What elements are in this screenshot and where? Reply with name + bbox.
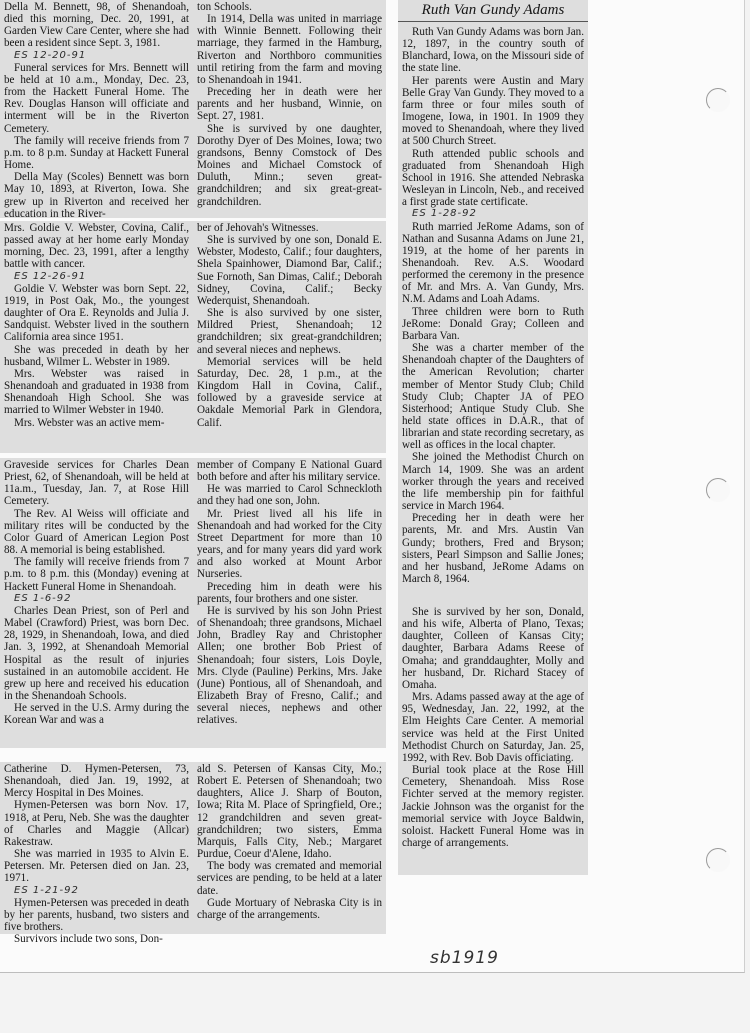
paragraph: He was married to Carol Schneckloth and they had one son, John. — [197, 483, 382, 508]
paragraph: Preceding him in death were his parents, four brothers and one sister. — [197, 580, 382, 605]
paragraph: Three children were born to Ruth JeRome: Donald Gray; Colleen and Barbara Van. — [402, 305, 584, 342]
paragraph: Ruth married JeRome Adams, son of Nathan and Susanna Adams on June 21, 1919, at the home of her parents in Shenandoah. Rev. A.S. Woodard performed the ceremony in the presence of Mr. and Mrs. A. Van Gundy, Mrs. N.M. Adams and Loah Adams. — [402, 220, 584, 306]
binder-hole — [706, 848, 730, 872]
paragraph: The family will receive friends from 7 p.m. to 8 p.m. Sunday at Hackett Funeral Home. — [4, 134, 189, 172]
paragraph: Preceding her in death were her parents and her husband, Winnie, on Sept. 27, 1981. — [197, 86, 382, 123]
paragraph: Her parents were Austin and Mary Belle Gray Van Gundy. They moved to a farm three or four miles south of Imogene, Iowa, in 1901. In 1909 they moved to Shenandoah, where they lived at 500 Church Street. — [402, 74, 584, 148]
obituary-headline: Ruth Van Gundy Adams — [398, 1, 588, 22]
clipping-priest-column-right — [197, 459, 382, 747]
handwritten-date-note: ES 1-28-92 — [412, 208, 477, 220]
paragraph: Della M. Bennett, 98, of Shenandoah, died this morning, Dec. 20, 1991, at Garden View Care Center, where she had been a resident since Sept. 3, 1981. — [4, 1, 189, 50]
paragraph: Funeral services for Mrs. Bennett will be held at 10 a.m., Monday, Dec. 23, from the Hackett Funeral Home. The Rev. Douglas Hanson will officiate and interment will be in the Riverton Cemetery. — [4, 61, 189, 135]
paragraph: Gude Mortuary of Nebraska City is in charge of the arrangements. — [197, 896, 382, 921]
clipping-hymen-petersen — [0, 762, 386, 946]
clipping-hymen-petersen-column-left — [4, 763, 189, 946]
paragraph: Mrs. Webster was raised in Shenandoah and graduated in 1938 from Shenandoah High School. She was married to Wilmer Webster in 1940. — [4, 367, 189, 417]
paragraph: Della May (Scoles) Bennett was born May 10, 1893, at Riverton, Iowa. She grew up in Riverton and received her education in the River- — [4, 171, 189, 220]
paragraph: Charles Dean Priest, son of Perl and Mabel (Crawford) Priest, was born Dec. 28, 1929, in Shenandoah, Iowa, and died Jan. 3, 1992, at Shenandoah Memorial Hospital as the result of injuries sustained in an automobile accident. He grew up here and received his education in the Shenandoah Schools. — [4, 604, 189, 702]
paragraph: She was married in 1935 to Alvin E. Petersen. Mr. Petersen died on Jan. 23, 1971. — [4, 848, 189, 885]
paragraph: She was preceded in death by her husband, Wilmer L. Webster in 1989. — [4, 343, 189, 368]
paragraph: Mr. Priest lived all his life in Shenandoah and had worked for the City Street Department for more than 10 years, and for many years did yard work and also worked at Mount Arbor Nurseries. — [197, 507, 382, 581]
paragraph: Burial took place at the Rose Hill Cemetery, Shenandoah. Miss Rose Fichter served at the memory register. Jackie Johnson was the organist for the memorial service with Joyce Baldwin, soloist. Hackett Funeral Home was in charge of arrangements. — [402, 764, 584, 849]
paragraph: He is survived by his son John Priest of Shenandoah; three grandsons, Michael John, Bradley Ray and Christopher Allen; one brother Bob Priest of Shenandoah; four sisters, Lois Doyle, Mrs. Clyde (Pauline) Perkins, Mrs. Jake (June) Pontious, all of Shenandoah, and Elizabeth Bray of Fresno, Calif.; and several nieces, nephews and other relatives. — [197, 604, 382, 727]
paragraph: ald S. Petersen of Kansas City, Mo.; Robert E. Petersen of Shenandoah; two daughters, Alice J. Sharp of Bouton, Iowa; Rita M. Place of Springfield, Ore.; 12 grandchildren and seven great-grandchildren; two sisters, Emma Marquis, Falls City, Neb.; Margaret Purdue, Coeur d'Alene, Idaho. — [197, 763, 382, 861]
clipping-adams-continued — [398, 605, 588, 875]
clipping-bennett-column-left — [4, 1, 189, 220]
paragraph: She is survived by one daughter, Dorothy Dyer of Des Moines, Iowa; two grandsons, Benny Comstock of Des Moines and Michael Comstock of Duluth, Minn.; seven great-grandchildren; and six great-great-grandchildren. — [197, 122, 382, 208]
paragraph: ber of Jehovah's Witnesses. — [197, 222, 319, 234]
clipping-webster-column-left — [4, 222, 189, 452]
paragraph: The body was cremated and memorial services are pending, to be held at a later date. — [197, 860, 382, 897]
handwritten-date-note: ES 1-21-92 — [14, 884, 79, 896]
paragraph: In 1914, Della was united in marriage with Winnie Bennett. Following their marriage, they farmed in the Hamburg, Riverton and Northboro communities until retiring from the farm and moving to Shenandoah in 1941. — [197, 13, 382, 86]
paragraph: member of Company E National Guard both before and after his military service. — [197, 459, 382, 484]
clipping-adams — [398, 0, 588, 605]
paragraph: The family will receive friends from 7 p.m. to 8 p.m. this (Monday) evening at Hackett Funeral Home in Shenandoah. — [4, 556, 189, 593]
clipping-webster-column-right — [197, 222, 382, 452]
handwritten-date-note: ES 12-26-91 — [14, 270, 87, 282]
clipping-hymen-petersen-column-right — [197, 763, 382, 933]
paragraph: Ruth Van Gundy Adams was born Jan. 12, 1897, in the country south of Blanchard, Iowa, on the Missouri side of the state line. — [402, 26, 584, 75]
binder-hole — [706, 478, 730, 502]
paragraph: She is also survived by one sister, Mildred Priest, Shenandoah; 12 grandchildren; six great-grandchildren; and several nieces and nephews. — [197, 307, 382, 356]
paragraph: She is survived by her son, Donald, and his wife, Alberta of Plano, Texas; daughter, Colleen of Kansas City; daughter, Barbara Adams Reese of Omaha; and granddaughter, Molly and her husband, Dr. Richard Stacey of Omaha. — [402, 606, 584, 691]
paragraph: ton Schools. — [197, 1, 252, 13]
paragraph: Ruth attended public schools and graduated from Shenandoah High School in 1916. She attended Nebraska Wesleyan in Lincoln, Neb., and received a first grade state certificate. — [402, 147, 584, 209]
paragraph: She is survived by one son, Donald E. Webster, Modesto, Calif.; four daughters, Shela Spainhower, Diamond Bar, Calif.; Sue Fornoth, San Dimas, Calif.; Deborah Sidney, Covina, Calif.; Becky Wederquist, Shenandoah. — [197, 234, 382, 307]
handwritten-date-note: ES 1-6-92 — [14, 592, 72, 604]
clipping-bennett-column-right — [197, 1, 382, 217]
handwritten-date-note: ES 12-20-91 — [14, 49, 87, 61]
paragraph: She was a charter member of the Shenandoah chapter of the Daughters of the American Revolution; charter member of Mentor Study Club; Child Study Club; Chapter JA of PEO Sisterhood; Antique Study Club. She held state offices in D.A.R., that of librarian and state recording secretary, as well as offices in the local chapter. — [402, 342, 584, 452]
paragraph: Memorial services will be held Saturday, Dec. 28, 1 p.m., at the Kingdom Hall in Covina, Calif., followed by a graveside service at Oakdale Memorial Park in Glendora, Calif. — [197, 355, 382, 429]
clipping-webster — [0, 221, 386, 453]
paragraph: Survivors include two sons, Don- — [14, 933, 163, 946]
paragraph: Hymen-Petersen was preceded in death by her parents, husband, two sisters and five brothers. — [4, 896, 189, 934]
clipping-priest-column-left — [4, 459, 189, 747]
paragraph: Hymen-Petersen was born Nov. 17, 1918, at Peru, Neb. She was the daughter of Charles and Maggie (Allcar) Rakestraw. — [4, 799, 189, 848]
paragraph: Mrs. Adams passed away at the age of 95, Wednesday, Jan. 22, 1992, at the Elm Heights Care Center. A memorial service was held at the First United Methodist Church on Saturday, Jan. 25, 1992, with Rev. Bob Davis officiating. — [402, 691, 584, 764]
paragraph: Mrs. Webster was an active mem- — [14, 416, 165, 429]
catalog-number: sb1919 — [430, 948, 499, 968]
clipping-bennett — [0, 0, 386, 218]
binder-hole — [706, 88, 730, 112]
paragraph: Preceding her in death were her parents, Mr. and Mrs. Austin Van Gundy; brothers, Fred and Bryson; sisters, Pearl Simpson and Sallie Jones; and her husband, JeRome Adams on March 8, 1964. — [402, 512, 584, 586]
paragraph: Graveside services for Charles Dean Priest, 62, of Shenandoah, will be held at 11a.m., Tuesday, Jan. 7, at Rose Hill Cemetery. — [4, 459, 189, 508]
paragraph: She joined the Methodist Church on March 14, 1909. She was an ardent worker through the years and received the life membership pin for faithful service in March 1964. — [402, 451, 584, 513]
paragraph: The Rev. Al Weiss will officiate and military rites will be conducted by the Color Guard of American Legion Post 88. A memorial is being established. — [4, 507, 189, 557]
paragraph: Mrs. Goldie V. Webster, Covina, Calif., passed away at her home early Monday morning, Dec. 23, 1991, after a lengthy battle with cancer. — [4, 222, 189, 271]
paragraph: Goldie V. Webster was born Sept. 22, 1919, in Post Oak, Mo., the youngest daughter of Ora E. Reynolds and Julia J. Sandquist. Webster lived in the southern California area since 1951. — [4, 282, 189, 344]
paragraph: He served in the U.S. Army during the Korean War and was a — [4, 702, 189, 727]
paragraph: Catherine D. Hymen-Petersen, 73, Shenandoah, died Jan. 19, 1992, at Mercy Hospital in Des Moines. — [4, 763, 189, 800]
clipping-priest — [0, 458, 386, 748]
